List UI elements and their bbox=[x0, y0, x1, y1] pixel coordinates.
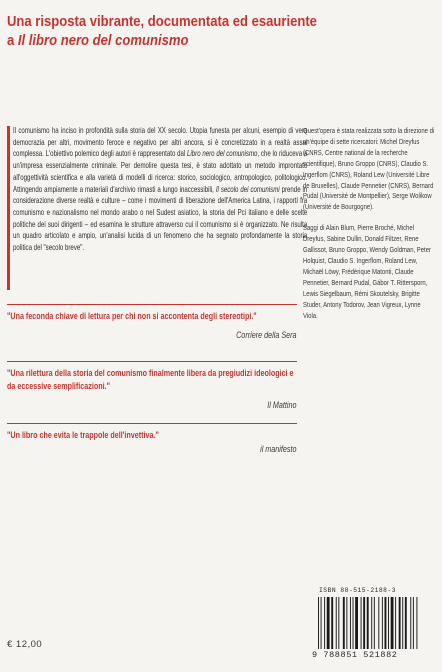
barcode-icon bbox=[316, 597, 428, 649]
divider bbox=[7, 304, 297, 305]
contributors-column bbox=[303, 126, 436, 321]
blurb-book-title: Il secolo dei comunismi bbox=[215, 184, 280, 194]
divider bbox=[7, 361, 297, 362]
spacer bbox=[303, 213, 436, 223]
blurb-paragraph bbox=[13, 125, 307, 254]
essays-authors: Saggi di Alain Blum, Pierre Broché, Michel Dreyfus, Sabine Dullin, Donald Filtzer, Rene Gallissot, Bruno Groppo, Wendy Goldman, Peter Holquist, Claudio S. Ingerflom, Roland Lew, Michaël Löwy, Frédérique Matonti, Claude Pennetier, Bernard Pudal, Gábor T. Rittersporn, Lewis Siegelbaum, Rémi Skoutelsky, Brigitte Studer, Antony Todorov, Jean Vigreux, Lynne Viola. bbox=[303, 223, 431, 320]
blurb-text: , che lo riduceva a un'impresa essenzialmente criminale. Per demolire questa tesi, è stato adottato un metodo improntato all'oggettività scientifica e alla varietà di modelli di ricerca: storico, sociologico, antropologico, politologico. Attingendo ampiamente a materiali d'archivio rimasti a lungo inaccessibili, bbox=[13, 149, 308, 194]
blurb-text: prende in considerazione diverse realtà e culture – come i movimenti di liberazione dell'America Latina, i rapporti fra comunismo e nazionalismo nel mondo arabo o nel Sudest asiatico, la storia del Pci italiano e delle scelte politiche dei suoi dirigenti – ed esamina le strutture attraverso cui il comunismo si è organizzato. Ne risulta un quadro articolato e ampio, un'analisi lucida di un fenomeno che ha segnato profondamente la storia politica del "secolo breve". bbox=[13, 184, 308, 253]
headline-book-title: Il libro nero del comunismo bbox=[17, 32, 189, 49]
isbn-label: ISBN 88-515-2188-3 bbox=[319, 587, 397, 594]
accent-bar bbox=[7, 126, 10, 290]
review-source: Il Mattino bbox=[267, 400, 297, 410]
review-quote: "Un libro che evita le trappole dell'invettiva." bbox=[7, 430, 159, 440]
review-source: il manifesto bbox=[260, 444, 297, 454]
review-quote: "Una feconda chiave di lettura per chi non si accontenta degli stereotipi." bbox=[7, 311, 257, 321]
barcode-number: 9 788851 521882 bbox=[312, 650, 398, 660]
divider bbox=[7, 423, 297, 424]
price: € 12,00 bbox=[7, 639, 43, 650]
headline-text: a bbox=[7, 32, 18, 49]
editors-note: Quest'opera è stata realizzata sotto la direzione di un'équipe di sette ricercatori: Michel Dreyfus (CNRS, Centre national de la recherche scientifique), Bruno Groppo (CNRS), Claudio S. Ingerflom (CNRS), Roland Lew (Université Libre de Bruxelles), Claude Pennetier (CNRS), Bernard Pudal (Université de Montpellier), Serge Wolikow (Université de Bourgogne). bbox=[303, 126, 435, 212]
headline-line-1 bbox=[7, 12, 368, 31]
blurb-text: Il comunismo ha inciso in profondità sulla storia del XX secolo. Utopia funesta per alcuni, esempio di vera democrazia per altri, movimento feroce e negativo per altri ancora, si è concretizzato in a realtà assai complessa. L'obiettivo polemico degli autori è rappresentato dal bbox=[13, 126, 308, 159]
headline-text: ed esauriente bbox=[229, 13, 317, 30]
blurb-book-title: Libro nero del comunismo bbox=[187, 149, 258, 159]
book-headline bbox=[7, 12, 368, 50]
headline-line-2 bbox=[7, 31, 368, 50]
headline-text: Una risposta vibrante, documentata bbox=[7, 13, 230, 30]
review-source: Corriere della Sera bbox=[236, 330, 297, 340]
review-quote: "Una rilettura della storia del comunismo finalmente libera da pregiudizi ideologici e da eccessive semplificazioni." bbox=[7, 368, 294, 391]
